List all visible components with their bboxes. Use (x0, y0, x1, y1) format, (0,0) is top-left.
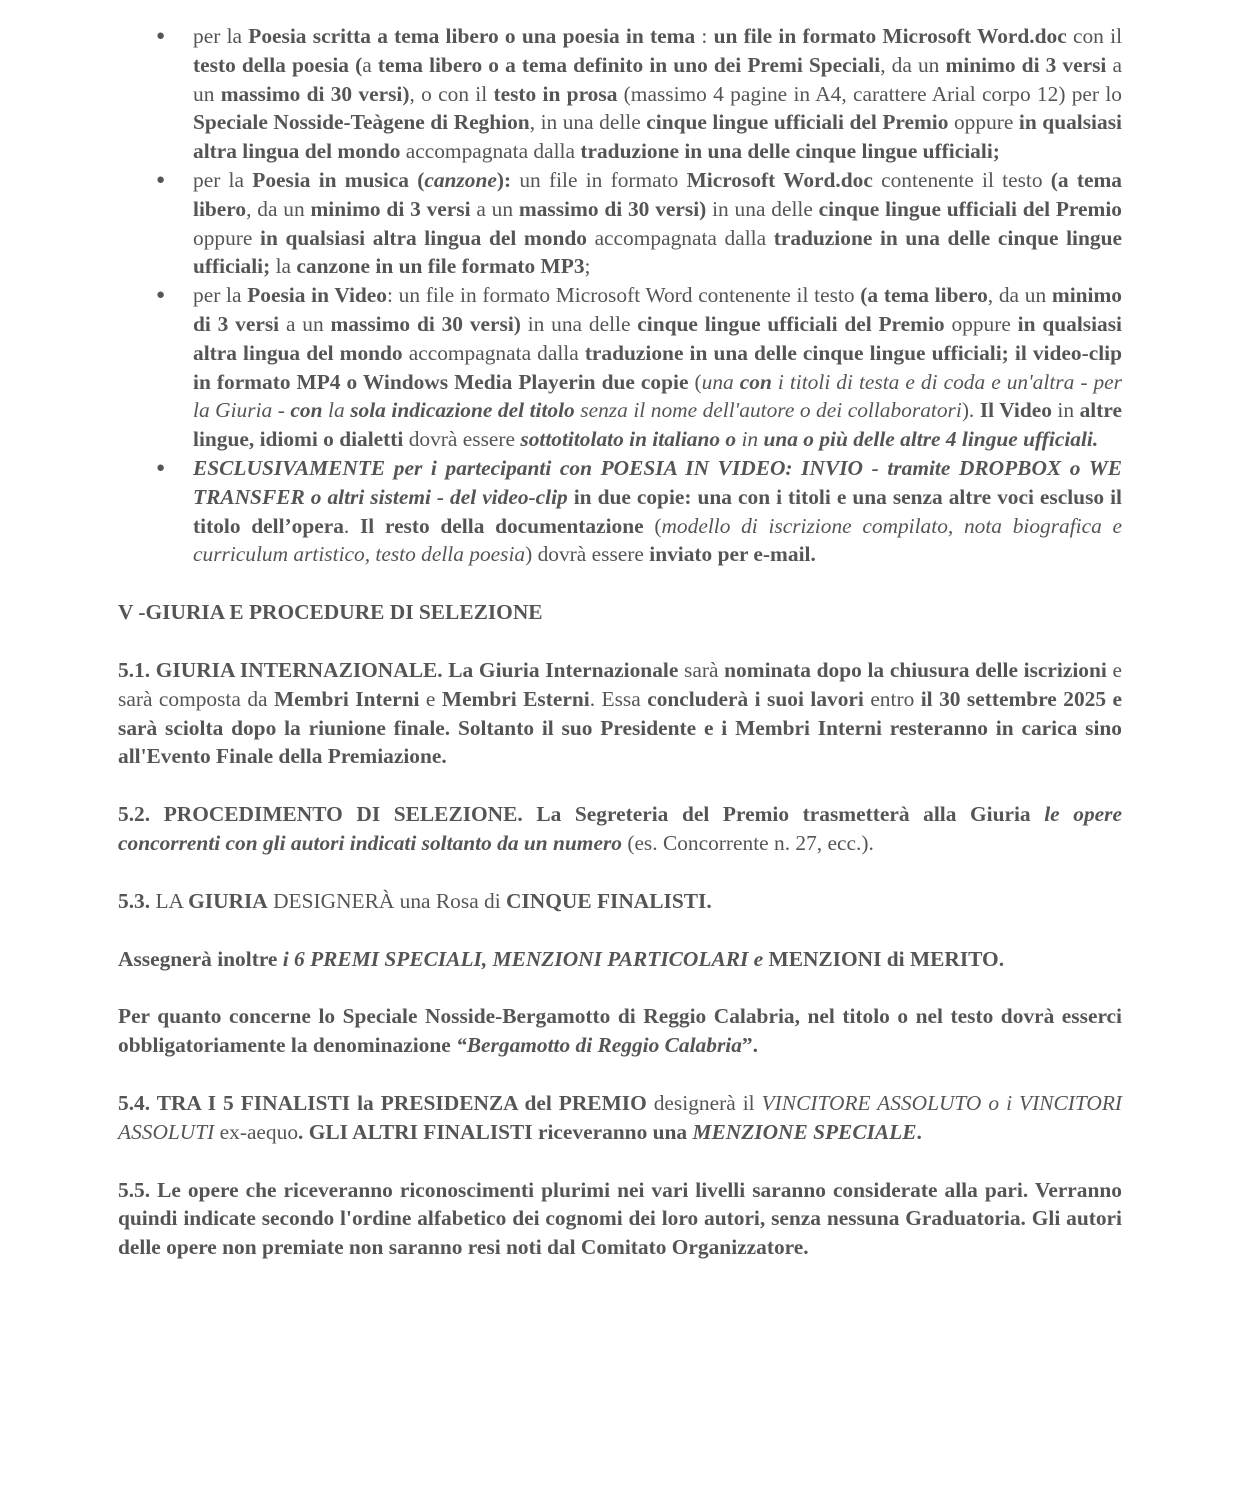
text-run: MENZIONI di MERITO. (763, 946, 1005, 971)
text-run: : (695, 24, 714, 48)
text-run: massimo di 30 versi) (220, 81, 410, 106)
text-run: Poesia in musica ( (252, 167, 425, 192)
text-run: Speciale Nosside-Teàgene di Reghion (193, 110, 530, 135)
text-run: traduzione in una delle cinque lingue ufficiali; (193, 225, 1122, 279)
text-run: ( (643, 513, 662, 538)
paragraph-assegnera (118, 945, 1122, 974)
text-run: tema libero (193, 167, 1123, 221)
bullet-icon: ● (156, 459, 166, 476)
section-heading: V -GIURIA E PROCEDURE DI SELEZIONE (118, 600, 543, 625)
list-item-poesia-musica (118, 166, 1122, 281)
text-run: per la (193, 283, 248, 308)
list-item-text (193, 24, 1122, 163)
paragraph-5-3 (118, 887, 1122, 916)
text-run: designerà il (646, 1090, 762, 1115)
text-run: CINQUE FINALISTI. (506, 888, 712, 913)
text-run: una o più delle altre 4 lingue ufficiali. (763, 427, 1099, 452)
text-run: Microsoft Word.doc (686, 167, 873, 192)
submission-requirements-list (118, 22, 1122, 569)
text-run: , in una delle (529, 110, 647, 135)
text-run: ”. (741, 1033, 758, 1058)
text-run: il 30 settembre 2025 e sarà sciolta dopo la riunione finale. Soltanto il suo Presidente e i Membri Interni resteranno in carica sino all'Evento Finale della Premiazione. (118, 686, 1122, 769)
paragraph-5-4 (118, 1089, 1122, 1147)
text-run: LA (150, 888, 189, 913)
text-run: a (362, 52, 378, 77)
list-item-text (193, 283, 1122, 451)
text-run: cinque lingue ufficiali del Premio (646, 110, 949, 135)
text-run: (massimo 4 pagine in A4, carattere Arial corpo 12) per lo (617, 81, 1122, 106)
paragraph-5-5 (118, 1176, 1122, 1262)
text-run: accompagnata dalla (586, 225, 774, 250)
text-run: canzone in un file formato MP3 (296, 254, 585, 279)
text-run: in (736, 427, 764, 452)
text-run: una (701, 369, 740, 394)
text-run: . (343, 513, 360, 538)
text-run: cinque lingue ufficiali del Premio (637, 311, 945, 336)
text-run: inviato per e-mail. (649, 542, 816, 567)
list-item-text (193, 456, 1122, 566)
text-run: contenente il testo (872, 167, 1051, 192)
text-run: . GLI ALTRI FINALISTI riceveranno una (298, 1119, 693, 1144)
text-run: accompagnata dalla (400, 139, 581, 164)
text-run: oppure (193, 225, 261, 250)
bullet-icon: ● (156, 28, 166, 44)
text-run: ): (496, 167, 512, 192)
text-run: Poesia in Video (247, 283, 387, 308)
text-run: accompagnata dalla (402, 340, 585, 365)
text-run: traduzione in una delle cinque lingue ufficiali; il video-clip in formato MP4 o Windows Media Playerin due copie (193, 340, 1122, 394)
text-run: 5.5. Le opere che riceveranno riconoscimenti plurimi nei vari livelli saranno considerate alla pari. Verranno quindi indicate secondo l'ordine alfabetico dei cognomi dei loro autori, senza nessuna Graduatoria. Gli autori delle opere non premiate non saranno resi noti dal Comitato Organizzatore. (118, 1177, 1122, 1260)
text-run: minimo di 3 versi (945, 52, 1107, 77)
text-run: ; (584, 254, 591, 279)
text-run: , da un (880, 52, 946, 77)
text-run: entro (863, 686, 921, 711)
text-run: a un (470, 196, 519, 221)
text-run: , da un (987, 283, 1052, 308)
paragraph-5-1 (118, 656, 1122, 771)
paragraph-5-2 (118, 800, 1122, 858)
text-run: in qualsiasi altra lingua del mondo (193, 311, 1122, 365)
text-run: altre lingue, idiomi o dialetti (193, 398, 1122, 452)
text-run: Membri Interni (273, 686, 420, 711)
bullet-icon: ● (156, 171, 166, 188)
text-run: tema libero (883, 283, 988, 308)
text-run: sottotitolato in italiano o (520, 427, 737, 452)
text-run: . Essa (589, 686, 648, 711)
text-run: , o con il (409, 81, 494, 106)
text-run: dovrà essere (403, 427, 521, 452)
text-run: ESCLUSIVAMENTE per i partecipanti con POESIA IN VIDEO: INVIO - tramite DROPBOX o WE TRANSFER o altri sistemi - del video-clip (193, 455, 1122, 509)
text-run: traduzione in una delle cinque lingue ufficiali; (580, 139, 1000, 164)
text-run: sarà (678, 657, 725, 682)
text-run: con (739, 369, 772, 394)
text-run: VINCITORE ASSOLUTO o i VINCITORI ASSOLUTI (118, 1090, 1123, 1144)
text-run: in una delle (706, 196, 819, 221)
text-run: un file in formato (511, 167, 687, 192)
text-run: , da un (246, 196, 311, 221)
text-run: ex-aequo (214, 1119, 299, 1144)
text-run: a un (193, 52, 1122, 106)
text-run: Poesia scritta a tema libero o una poesia in tema (248, 24, 696, 48)
text-run: con il (1066, 24, 1123, 48)
text-run: Assegnerà inoltre (118, 946, 283, 971)
text-run: oppure (948, 110, 1019, 135)
text-run: senza il nome dell'autore o dei collaboratori (574, 398, 962, 423)
text-run: in qualsiasi altra lingua del mondo (260, 225, 587, 250)
list-item-poesia-scritta (118, 22, 1122, 166)
paragraph-bergamotto (118, 1002, 1122, 1060)
text-run: tema libero o a tema definito in uno dei Premi Speciali (377, 52, 881, 77)
text-run: e sarà composta da (118, 657, 1123, 711)
text-run: canzone (424, 167, 497, 192)
text-run: “Bergamotto di Reggio Calabria (456, 1033, 742, 1058)
text-run: modello di iscrizione compilato, nota biografica e curriculum artistico, testo della poesia (193, 513, 1123, 567)
text-run: per la (193, 167, 253, 192)
text-run: per la (193, 24, 249, 48)
text-run: minimo di 3 versi (193, 283, 1122, 336)
text-run: a un (279, 311, 331, 336)
list-item-esclusivamente (118, 454, 1122, 569)
text-run: in una delle (520, 311, 638, 336)
text-run: ) dovrà essere (525, 542, 650, 567)
text-run: concluderà i suoi lavori (647, 686, 864, 711)
text-run: nominata dopo la chiusura delle iscrizioni (724, 657, 1107, 682)
text-run: GIURIA (188, 888, 268, 913)
text-run: ( (688, 369, 702, 394)
text-run: la (322, 398, 351, 423)
text-run: 5.4. TRA I 5 FINALISTI la PRESIDENZA del PREMIO (118, 1090, 647, 1115)
text-run: (es. Concorrente n. 27, ecc.). (621, 830, 874, 855)
text-run: : un file in formato Microsoft Word contenente il testo (387, 283, 861, 308)
text-run: minimo di 3 versi (310, 196, 471, 221)
text-run: 5.3. (118, 888, 151, 913)
text-run: cinque lingue ufficiali del Premio (818, 196, 1122, 221)
text-run: le opere concorrenti con gli autori indicati soltanto da un numero (118, 802, 1122, 855)
text-run: . (916, 1119, 922, 1144)
text-run: testo della poesia ( (193, 52, 363, 77)
text-run: oppure (944, 311, 1018, 336)
text-run: (a (1050, 167, 1069, 192)
text-run: Il Video (979, 398, 1052, 423)
text-run: massimo di 30 versi) (330, 311, 521, 336)
text-run: massimo di 30 versi) (518, 196, 707, 221)
list-item-text (193, 168, 1122, 278)
text-run: e (419, 686, 442, 711)
text-run: i titoli di testa e di coda e un'altra - per la Giuria - (193, 369, 1122, 423)
text-run: in due copie: una con i titoli e una senza altre voci escluso il titolo dell’opera (193, 484, 1122, 538)
list-item-poesia-video (118, 281, 1122, 454)
text-run: la (270, 254, 297, 279)
text-run: Per quanto concerne lo Speciale Nosside-Bergamotto di Reggio Calabria, nel titolo o nel testo dovrà esserci obbligatoriamente la denominazione (118, 1004, 1122, 1058)
text-run: in qualsiasi altra lingua del mondo (193, 110, 1122, 164)
text-run: con (290, 398, 323, 423)
text-run: un file in formato Microsoft Word.doc (713, 24, 1067, 48)
text-run: Il resto della documentazione (359, 513, 644, 538)
text-run: in (1051, 398, 1080, 423)
text-run: i 6 PREMI SPECIALI, MENZIONI PARTICOLARI e (282, 946, 764, 971)
text-run: ). (961, 398, 980, 423)
text-run: (a (860, 283, 879, 308)
text-run: 5.2. PROCEDIMENTO DI SELEZIONE. La Segreteria del Premio trasmetterà alla Giuria (118, 802, 1045, 827)
text-run: testo in prosa (493, 81, 618, 106)
text-run: sola indicazione del titolo (350, 398, 575, 423)
bullet-icon: ● (156, 287, 166, 304)
text-run: Membri Esterni (441, 686, 590, 711)
text-run: 5.1. GIURIA INTERNAZIONALE. La Giuria Internazionale (118, 657, 679, 682)
text-run: MENZIONE SPECIALE (692, 1119, 917, 1144)
text-run (1069, 168, 1077, 192)
text-run: DESIGNERÀ una Rosa di (267, 888, 507, 913)
